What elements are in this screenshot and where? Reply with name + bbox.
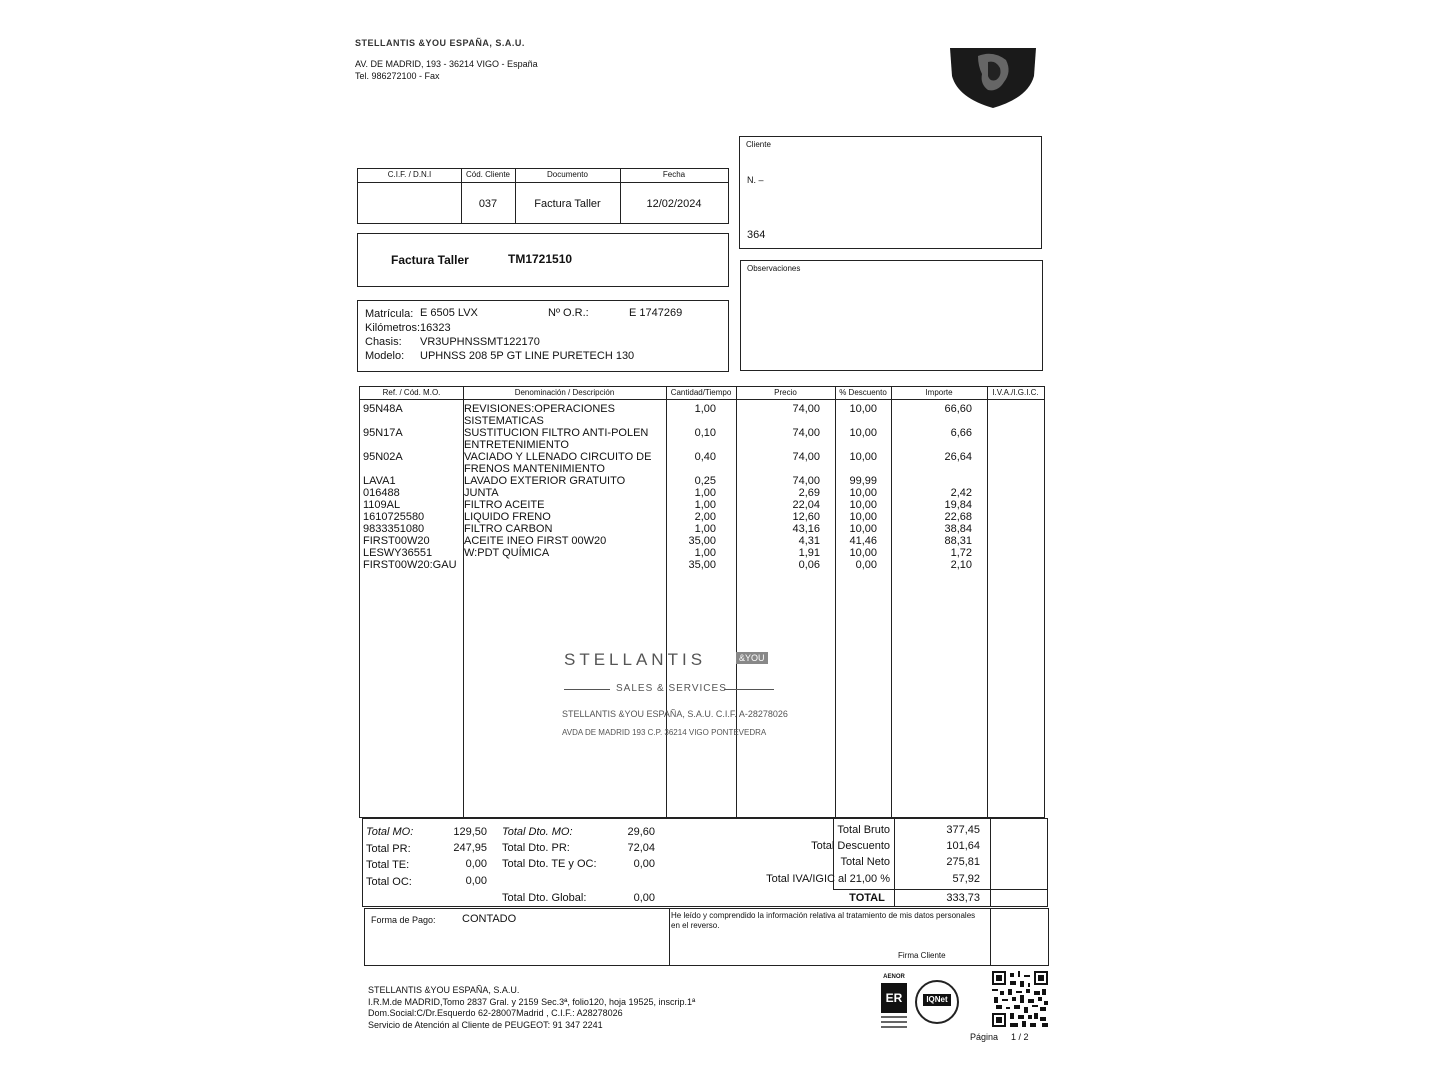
table-row	[360, 487, 1046, 499]
total-value: 333,73	[946, 892, 980, 904]
cell-cant: 0,10	[694, 427, 716, 439]
cell-importe: 19,84	[944, 499, 972, 511]
qr-code	[992, 971, 1048, 1027]
km-value: 16323	[420, 322, 451, 334]
total-label: TOTAL	[849, 892, 885, 904]
iva-value: 57,92	[952, 873, 980, 885]
modelo-label: Modelo:	[365, 350, 405, 362]
header-table	[357, 168, 729, 224]
privacy-text: He leído y comprendido la información relativa al tratamiento de mis datos personales en el reverso.	[671, 911, 976, 930]
firma-label: Firma Cliente	[898, 951, 946, 960]
cell-importe: 22,68	[944, 511, 972, 523]
chasis-value: VR3UPHNSSMT122170	[420, 336, 540, 348]
cell-importe: 38,84	[944, 523, 972, 535]
header-value-cod-cliente: 037	[478, 198, 498, 210]
cell-precio: 2,69	[798, 487, 820, 499]
invoice-number-box	[357, 233, 729, 287]
footer-line1: STELLANTIS &YOU ESPAÑA, S.A.U.	[368, 985, 520, 995]
table-row	[360, 511, 1046, 523]
table-row	[360, 523, 1046, 535]
cliente-label: Cliente	[746, 140, 771, 149]
total-mo-label: Total MO:	[366, 826, 414, 838]
table-row	[360, 499, 1046, 511]
col-header-cantidad: Cantidad/Tiempo	[670, 388, 732, 397]
total-mo-value: 129,50	[453, 826, 487, 838]
cell-importe: 88,31	[944, 535, 972, 547]
descuento-label: Total Descuento	[811, 840, 890, 852]
total-te-value: 0,00	[465, 858, 487, 870]
cell-importe: 66,60	[944, 403, 972, 415]
cell-cant: 35,00	[688, 535, 716, 547]
table-row	[360, 475, 1046, 487]
er-mark: ER	[881, 983, 907, 1013]
cell-dto: 10,00	[849, 403, 877, 415]
cell-desc: SUSTITUCION FILTRO ANTI-POLEN ENTRETENIMIENTO	[464, 427, 649, 451]
cell-importe: 2,10	[950, 559, 972, 571]
cell-ref: FIRST00W20:GAU	[363, 559, 457, 571]
stamp-badge: &YOU	[736, 652, 768, 664]
cell-precio: 74,00	[792, 403, 820, 415]
stellantis-stamp	[560, 640, 790, 740]
payment-value: CONTADO	[462, 913, 517, 925]
col-header-precio: Precio	[774, 388, 797, 397]
cell-cant: 1,00	[694, 487, 716, 499]
cell-precio: 74,00	[792, 451, 820, 463]
payment-box	[364, 908, 1049, 966]
table-row	[360, 427, 1046, 451]
cell-desc: LAVADO EXTERIOR GRATUITO	[464, 475, 626, 487]
cell-cant: 0,40	[694, 451, 716, 463]
col-header-descuento: % Descuento	[839, 388, 887, 397]
header-value-fecha: 12/02/2024	[646, 198, 702, 210]
cell-precio: 4,31	[798, 535, 820, 547]
chasis-label: Chasis:	[365, 336, 402, 348]
cell-ref: 016488	[363, 487, 400, 499]
total-pr-value: 247,95	[453, 842, 487, 854]
cell-dto: 10,00	[849, 523, 877, 535]
cell-ref: 95N17A	[363, 427, 403, 439]
payment-label: Forma de Pago:	[371, 915, 436, 925]
col-header-ref: Ref. / Cód. M.O.	[382, 388, 441, 397]
footer-line4: Servicio de Atención al Cliente de PEUGEOT: 91 347 2241	[368, 1020, 603, 1030]
invoice-number: TM1721510	[508, 252, 573, 266]
cell-desc: FILTRO CARBON	[464, 523, 553, 535]
iqnet-certification	[915, 980, 959, 1024]
cell-cant: 1,00	[694, 523, 716, 535]
col-header-iva: I.V.A./I.G.I.C.	[992, 388, 1039, 397]
company-name: STELLANTIS &YOU ESPAÑA, S.A.U.	[355, 38, 525, 48]
total-oc-value: 0,00	[465, 875, 487, 887]
cell-ref: 95N48A	[363, 403, 403, 415]
cell-desc: W:PDT QUÍMICA	[464, 547, 550, 559]
km-label: Kilómetros:	[365, 322, 421, 334]
cell-cant: 1,00	[694, 403, 716, 415]
cell-cant: 2,00	[694, 511, 716, 523]
page-number: 1 / 2	[1011, 1032, 1029, 1042]
aenor-certification	[879, 974, 909, 1040]
dto-teoc-label: Total Dto. TE y OC:	[502, 858, 597, 870]
neto-label: Total Neto	[840, 856, 890, 868]
observaciones-label: Observaciones	[747, 264, 801, 273]
table-row	[360, 559, 1046, 571]
table-row	[360, 403, 1046, 427]
header-label-documento: Documento	[547, 170, 588, 179]
cliente-line1: N. –	[747, 175, 764, 185]
stamp-line1: STELLANTIS &YOU ESPAÑA, S.A.U. C.I.F. A-28278026	[562, 709, 788, 719]
cell-cant: 1,00	[694, 499, 716, 511]
dto-teoc-value: 0,00	[633, 858, 655, 870]
cell-importe: 2,42	[950, 487, 972, 499]
dto-pr-value: 72,04	[627, 842, 655, 854]
descuento-value: 101,64	[946, 840, 980, 852]
header-label-cif: C.I.F. / D.N.I	[387, 170, 432, 179]
iva-label: Total IVA/IGIC al 21,00 %	[766, 873, 890, 885]
dto-mo-value: 29,60	[627, 826, 655, 838]
stamp-line2: AVDA DE MADRID 193 C.P. 36214 VIGO PONTEVEDRA	[562, 728, 767, 737]
cell-ref: LESWY36551	[363, 547, 433, 559]
aenor-label: AENOR	[883, 974, 905, 980]
cell-dto: 10,00	[849, 427, 877, 439]
company-address: AV. DE MADRID, 193 - 36214 VIGO - España	[355, 59, 538, 69]
cell-precio: 74,00	[792, 427, 820, 439]
cell-precio: 43,16	[792, 523, 820, 535]
bruto-value: 377,45	[946, 824, 980, 836]
table-row	[360, 451, 1046, 475]
neto-value: 275,81	[946, 856, 980, 868]
cell-importe: 6,66	[950, 427, 972, 439]
cell-precio: 0,06	[798, 559, 820, 571]
cell-dto: 10,00	[849, 547, 877, 559]
cliente-box	[739, 136, 1042, 249]
page-label: Página	[970, 1032, 999, 1042]
cell-desc: JUNTA	[464, 487, 499, 499]
cell-cant: 0,25	[694, 475, 716, 487]
totals-box	[362, 818, 1048, 907]
iqnet-label: IQNet	[923, 994, 951, 1006]
dto-global-label: Total Dto. Global:	[502, 892, 587, 904]
total-te-label: Total TE:	[366, 859, 410, 871]
total-pr-label: Total PR:	[366, 843, 411, 855]
stamp-brand: STELLANTIS	[564, 650, 707, 669]
cell-cant: 35,00	[688, 559, 716, 571]
cell-ref: 95N02A	[363, 451, 403, 463]
or-label: Nº O.R.:	[548, 307, 589, 319]
cell-precio: 12,60	[792, 511, 820, 523]
dto-pr-label: Total Dto. PR:	[502, 842, 570, 854]
footer-line2: I.R.M.de MADRID,Tomo 2837 Gral. y 2159 Sec.3ª, folio120, hoja 19525, inscrip.1ª	[368, 997, 696, 1007]
items-table	[359, 386, 1045, 818]
modelo-value: UPHNSS 208 5P GT LINE PURETECH 130	[420, 350, 635, 362]
dto-mo-label: Total Dto. MO:	[502, 826, 573, 838]
bruto-label: Total Bruto	[837, 824, 890, 836]
cell-desc: ACEITE INEO FIRST 00W20	[464, 535, 607, 547]
cell-dto: 41,46	[849, 535, 877, 547]
cell-dto: 10,00	[849, 487, 877, 499]
cell-dto: 10,00	[849, 511, 877, 523]
cell-ref: FIRST00W20	[363, 535, 430, 547]
cell-dto: 99,99	[849, 475, 877, 487]
stamp-subtitle: SALES & SERVICES	[616, 683, 727, 694]
col-header-importe: Importe	[925, 388, 953, 397]
items-rows	[360, 403, 1046, 603]
cell-precio: 74,00	[792, 475, 820, 487]
cell-dto: 10,00	[849, 499, 877, 511]
cell-dto: 0,00	[855, 559, 877, 571]
cell-ref: 1610725580	[363, 511, 425, 523]
cell-desc: LIQUIDO FRENO	[464, 511, 551, 523]
cell-cant: 1,00	[694, 547, 716, 559]
header-label-fecha: Fecha	[662, 170, 686, 179]
total-oc-label: Total OC:	[366, 876, 412, 888]
cell-importe: 1,72	[950, 547, 972, 559]
cell-precio: 22,04	[792, 499, 820, 511]
cell-ref: LAVA1	[363, 475, 396, 487]
table-row	[360, 547, 1046, 559]
cell-desc: FILTRO ACEITE	[464, 499, 545, 511]
cell-desc: VACIADO Y LLENADO CIRCUITO DE FRENOS MANTENIMIENTO	[464, 451, 652, 475]
cell-ref: 9833351080	[363, 523, 425, 535]
cell-precio: 1,91	[798, 547, 820, 559]
header-label-cod-cliente: Cód. Cliente	[465, 170, 511, 179]
observaciones-box	[740, 260, 1043, 371]
company-phone: Tel. 986272100 - Fax	[355, 71, 440, 81]
cliente-line2: 364	[747, 229, 766, 241]
table-row	[360, 535, 1046, 547]
matricula-label: Matrícula:	[365, 308, 414, 320]
col-header-desc: Denominación / Descripción	[514, 388, 615, 397]
invoice-label: Factura Taller	[391, 253, 469, 267]
vehicle-box	[357, 300, 729, 372]
peugeot-lion-logo	[948, 46, 1038, 110]
footer-line3: Dom.Social:C/Dr.Esquerdo 62-28007Madrid , C.I.F.: A28278026	[368, 1008, 623, 1018]
or-value: E 1747269	[629, 307, 683, 319]
cell-desc: REVISIONES:OPERACIONES SISTEMATICAS	[464, 403, 615, 427]
cell-importe: 26,64	[944, 451, 972, 463]
cell-dto: 10,00	[849, 451, 877, 463]
matricula-value: E 6505 LVX	[420, 307, 478, 319]
dto-global-value: 0,00	[633, 892, 655, 904]
cell-ref: 1109AL	[363, 499, 401, 511]
header-value-documento: Factura Taller	[534, 198, 601, 210]
